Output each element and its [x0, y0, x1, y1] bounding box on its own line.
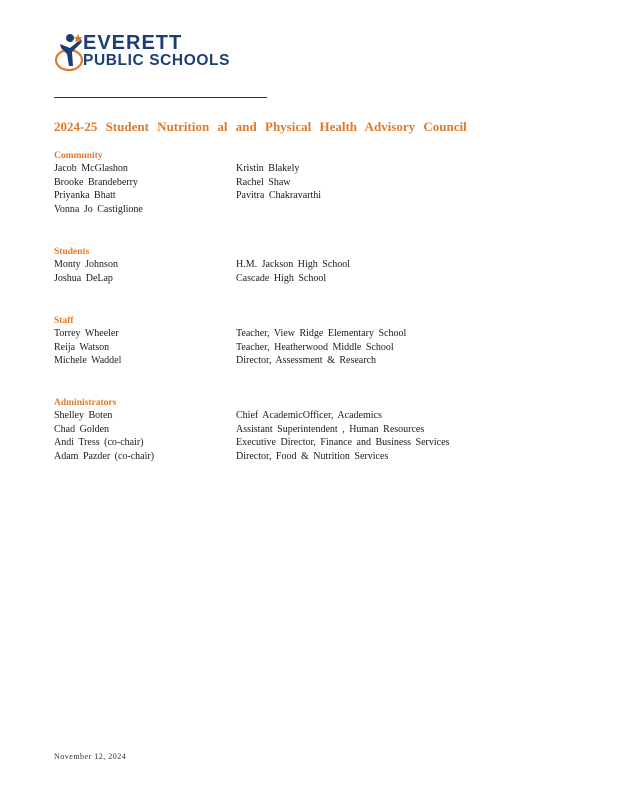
list-item: [54, 189, 574, 203]
member-name: Jacob McGlashon: [54, 163, 128, 174]
list-item: [54, 258, 574, 272]
member-name: Vonna Jo Castiglione: [54, 204, 143, 216]
member-name: Reija Watson: [54, 341, 110, 353]
member-school: H.M. Jackson High School: [236, 259, 351, 270]
member-school: Cascade High School: [236, 272, 327, 284]
list-item: [54, 450, 574, 464]
list-item: [54, 327, 574, 341]
member-name: Michele Waddel: [54, 355, 122, 367]
member-name: Chad Golden: [54, 423, 110, 435]
community-section: [54, 150, 574, 217]
list-item: [54, 436, 574, 450]
member-name: Joshua DeLap: [54, 272, 113, 284]
member-role: Director, Assessment & Research: [236, 355, 377, 367]
list-item: [54, 341, 574, 355]
footer-date: November 12, 2024: [54, 752, 127, 761]
staff-section: [54, 315, 574, 368]
member-name: Andi Tress (co-chair): [54, 437, 144, 449]
list-item: [54, 409, 574, 423]
district-logo: [55, 30, 255, 80]
logo-name: EVERETT: [83, 32, 183, 54]
member-name: Torrey Wheeler: [54, 328, 119, 339]
member-name: Adam Pazder (co-chair): [54, 451, 155, 463]
member-name: Kristin Blakely: [236, 163, 300, 174]
member-role: Chief AcademicOfficer, Academics: [236, 410, 382, 421]
logo-subtitle: PUBLIC SCHOOLS: [83, 52, 231, 69]
member-role: Director, Food & Nutrition Services: [236, 451, 389, 463]
list-item: [54, 203, 574, 217]
member-name: Rachel Shaw: [236, 176, 291, 188]
member-name: Pavitra Chakravarthi: [236, 190, 322, 202]
section-title: Staff: [54, 316, 74, 326]
section-title: Community: [54, 151, 103, 161]
list-item: [54, 162, 574, 176]
section-title: Administrators: [54, 398, 117, 408]
page-title: 2024-25 Student Nutrition al and Physical Health Advisory Council: [54, 119, 467, 134]
member-role: Teacher, Heatherwood Middle School: [236, 341, 394, 353]
list-item: [54, 354, 574, 368]
section-title: Students: [54, 247, 90, 257]
member-role: Teacher, View Ridge Elementary School: [236, 328, 407, 339]
logo-figure-icon: [55, 30, 85, 76]
member-name: Priyanka Bhatt: [54, 190, 116, 202]
list-item: [54, 176, 574, 190]
member-role: Executive Director, Finance and Business Services: [236, 437, 450, 449]
member-name: Shelley Boten: [54, 410, 113, 421]
administrators-section: [54, 397, 574, 464]
list-item: [54, 272, 574, 286]
member-role: Assistant Superintendent , Human Resources: [236, 423, 425, 435]
header-divider: [54, 97, 267, 98]
member-name: Brooke Brandeberry: [54, 176, 138, 188]
list-item: [54, 423, 574, 437]
students-section: [54, 246, 574, 285]
member-name: Monty Johnson: [54, 259, 118, 270]
